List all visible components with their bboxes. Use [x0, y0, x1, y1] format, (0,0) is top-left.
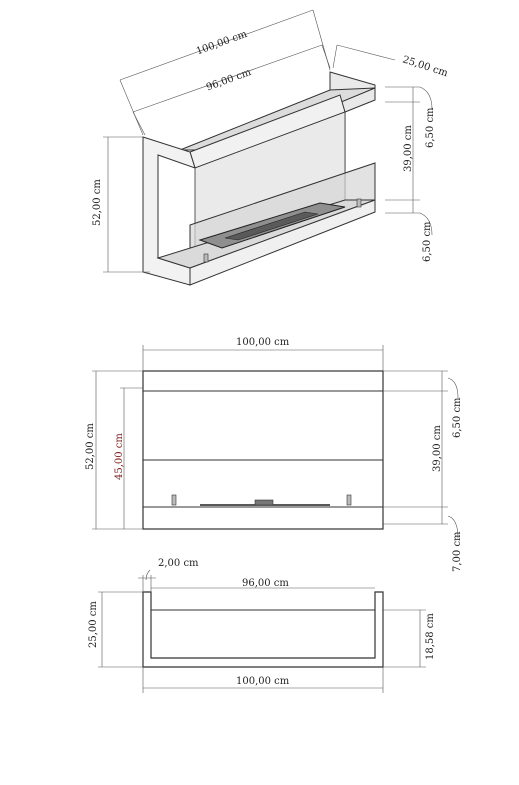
iso-dim-bottom-panel: 6,50 cm [422, 221, 433, 262]
front-dim-overall-width: 100,00 cm [236, 337, 290, 348]
top-view [88, 558, 436, 693]
iso-dim-total-height: 52,00 cm [92, 179, 103, 226]
front-dim-total-height: 52,00 cm [85, 423, 96, 470]
front-dim-bottom-panel: 7,00 cm [452, 531, 463, 572]
iso-dim-depth: 25,00 cm [401, 54, 450, 80]
iso-dim-overall-width: 100,00 cm [194, 28, 249, 58]
top-dim-inner-width: 96,00 cm [242, 578, 289, 589]
top-dim-overall-width: 100,00 cm [236, 676, 290, 687]
front-view [85, 337, 463, 572]
top-dim-inner-depth: 18,58 cm [425, 613, 436, 660]
front-holder-left [172, 495, 176, 505]
front-dim-inner-height: 45,00 cm [114, 433, 125, 480]
iso-holder-right [357, 199, 361, 207]
front-dim-glass-height: 39,00 cm [432, 425, 443, 472]
iso-dim-inner-width: 96,00 cm [204, 67, 253, 94]
isometric-view [92, 10, 450, 285]
front-dim-top-panel: 6,50 cm [452, 397, 463, 438]
top-dim-depth: 25,00 cm [88, 601, 99, 648]
top-dim-wall-thickness: 2,00 cm [158, 558, 199, 569]
iso-dim-glass-height: 39,00 cm [403, 125, 414, 172]
front-holder-right [347, 495, 351, 505]
iso-holder-left [204, 254, 208, 262]
front-burner [255, 500, 273, 505]
iso-dim-top-panel: 6,50 cm [425, 107, 436, 148]
top-outer-outline [143, 592, 383, 667]
